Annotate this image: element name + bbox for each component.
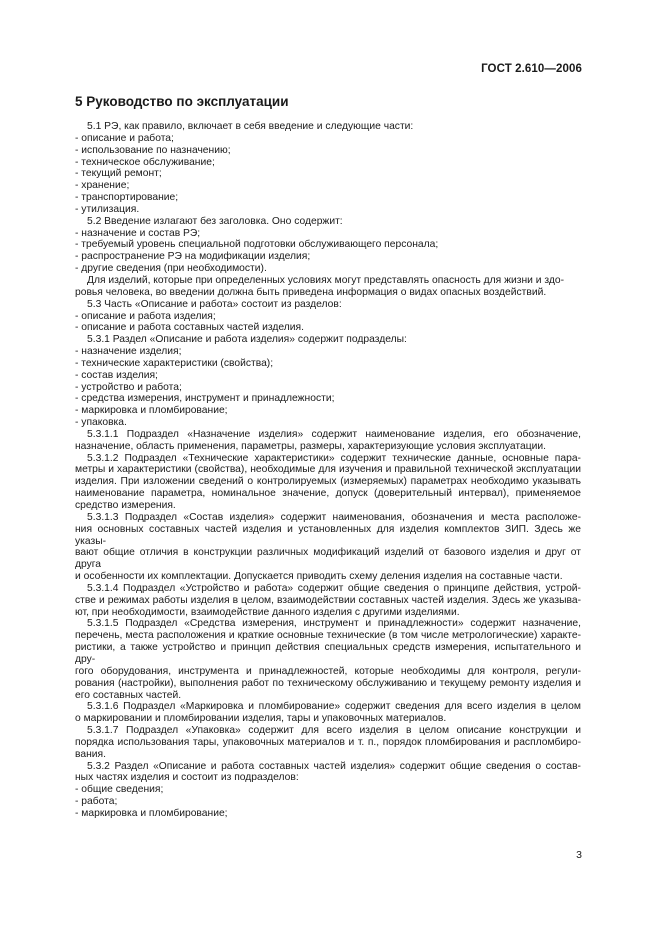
list-item: - технические характеристики (свойства);: [75, 357, 274, 369]
list-item: - требуемый уровень специальной подготовки обслуживающего персонала;: [75, 239, 439, 251]
paragraph-line: 5.3.1.7 Подраздел «Упаковка» содержит для всего изделия в целом описание конструкции и: [87, 725, 581, 737]
list-item: - состав изделия;: [75, 369, 158, 381]
list-item: - назначение изделия;: [75, 346, 182, 358]
list-item: - устройство и работа;: [75, 381, 182, 393]
list-item: - техническое обслуживание;: [75, 156, 215, 168]
paragraph-line: вания.: [75, 748, 106, 760]
list-item: - описание и работа составных частей изделия.: [75, 322, 304, 334]
paragraph-line: ристики, а также устройство и принцип действия специальных средств измерения, испытательного и дру-: [75, 642, 581, 665]
paragraph-line: 5.3.1.4 Подраздел «Устройство и работа» содержит общие сведения о принципе действия, устрой-: [87, 582, 581, 594]
list-item: - маркировка и пломбирование;: [75, 807, 228, 819]
list-item: - утилизация.: [75, 203, 140, 215]
paragraph-line: 5.3 Часть «Описание и работа» состоит из разделов:: [87, 298, 342, 310]
paragraph-line: ния основных составных частей изделия и установленных для изделия комплектов ЗИП. Здесь же указы-: [75, 523, 581, 547]
list-item: - работа;: [75, 796, 118, 808]
list-item: - распространение РЭ на модификации изделия;: [75, 251, 311, 263]
paragraph-line: назначение, область применения, параметры, размеры, характеризующие условия эксплуатации.: [75, 440, 547, 452]
list-item: - другие сведения (при необходимости).: [75, 263, 267, 275]
paragraph-line: 5.1 РЭ, как правило, включает в себя введение и следующие части:: [87, 121, 414, 132]
paragraph-line: вают общие отличия в конструкции различных модификаций изделий от базового изделия и друг от друга: [75, 547, 581, 571]
paragraph-line: 5.3.1.3 Подраздел «Состав изделия» содержит наименования, обозначения и места расположе-: [87, 511, 581, 523]
paragraph-line: ют, при необходимости, взаимодействие данного изделия с другими изделиями.: [75, 606, 460, 618]
paragraph-line: гого оборудования, инструмента и принадлежностей, которые необходимы для контроля, регули-: [75, 665, 581, 677]
body-text: [75, 121, 581, 820]
paragraph-line: Для изделий, которые при определенных условиях могут представлять опасность для жизни и здо-: [87, 274, 565, 286]
paragraph-line: стве и режимах работы изделия в целом, взаимодействии составных частей изделия. Здесь же указыва-: [75, 594, 581, 606]
paragraph-line: изделия. При изложении сведений о контролируемых (измеряемых) параметрах необходимо указывать: [75, 476, 581, 488]
paragraph-line: рования (настройки), выполнения работ по техническому обслуживанию и текущему ремонту изделия и: [75, 677, 581, 689]
list-item: - маркировка и пломбирование;: [75, 405, 228, 417]
paragraph-line: 5.3.2 Раздел «Описание и работа составных частей изделия» содержит общие сведения о состав-: [87, 760, 581, 772]
paragraph-line: метры и характеристики (свойства), необходимые для изучения и правильной технической эксплуатации: [75, 464, 581, 476]
section-title: 5 Руководство по эксплуатации: [75, 94, 289, 109]
paragraph-line: ровья человека, во введении должна быть приведена информация о видах опасных воздействий.: [75, 286, 547, 298]
list-item: - назначение и состав РЭ;: [75, 227, 201, 239]
paragraph-line: 5.3.1.5 Подраздел «Средства измерения, инструмент и принадлежности» содержит назначение,: [87, 618, 581, 630]
list-item: - упаковка.: [75, 417, 127, 429]
list-item: - общие сведения;: [75, 784, 164, 796]
list-item: - использование по назначению;: [75, 144, 231, 156]
paragraph-line: 5.2 Введение излагают без заголовка. Оно содержит:: [87, 215, 343, 227]
paragraph-line: ных частях изделия и состоит из подразделов:: [75, 772, 299, 784]
list-item: - описание и работа;: [75, 132, 174, 144]
paragraph-line: его составных частей.: [75, 689, 182, 701]
paragraph-line: 5.3.1.2 Подраздел «Технические характеристики» содержит технические данные, основные пара-: [87, 452, 581, 464]
paragraph-line: о маркировании и пломбировании изделия, тары и упаковочных материалов.: [75, 713, 447, 725]
paragraph-line: 5.3.1.6 Подраздел «Маркировка и пломбирование» содержит сведения для всего изделия в целом: [87, 701, 581, 713]
list-item: - описание и работа изделия;: [75, 310, 216, 322]
paragraph-line: 5.3.1.1 Подраздел «Назначение изделия» содержит наименование изделия, его обозначение,: [87, 428, 581, 440]
document-code: ГОСТ 2.610—2006: [481, 63, 582, 75]
paragraph-line: 5.3.1 Раздел «Описание и работа изделия» содержит подразделы:: [87, 334, 407, 346]
list-item: - текущий ремонт;: [75, 168, 162, 180]
list-item: - транспортирование;: [75, 192, 179, 204]
list-item: - хранение;: [75, 180, 130, 192]
paragraph-line: порядка использования тары, упаковочных материалов и т. п., порядок пломбирования и распломбиро-: [75, 736, 581, 748]
paragraph-line: средство измерения.: [75, 500, 176, 511]
paragraph-line: и особенности их комплектации. Допускается приводить схему деления изделия на составные части.: [75, 571, 563, 583]
paragraph-line: перечень, места расположения и краткие основные технические (в том числе метрологические) характе-: [75, 630, 581, 642]
page-number: 3: [576, 849, 582, 861]
paragraph-line: наименование параметра, номинальное значение, допуск (доверительный интервал), применяемое: [75, 488, 581, 500]
list-item: - средства измерения, инструмент и принадлежности;: [75, 393, 335, 405]
